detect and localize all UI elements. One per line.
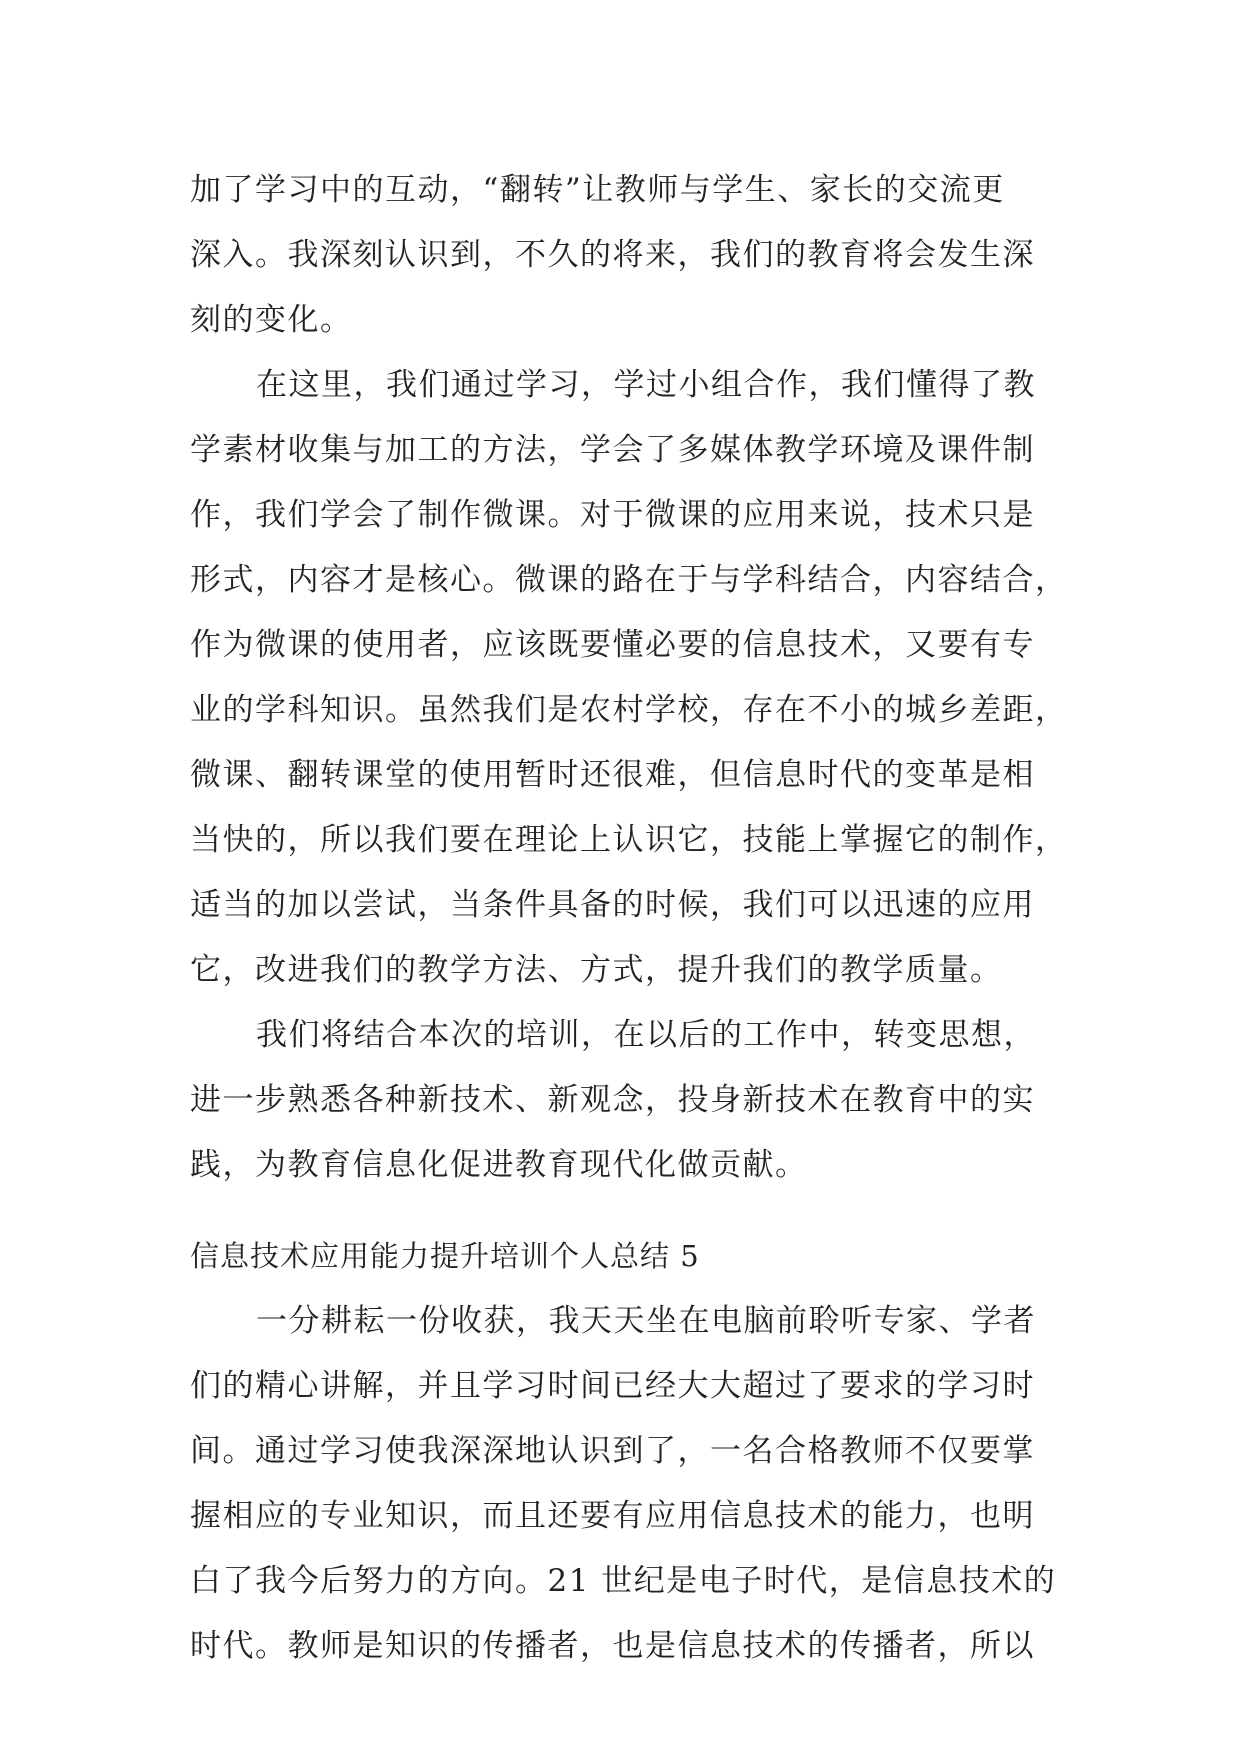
text-line: 加了学习中的互动，“翻转”让教师与学生、家长的交流更 (190, 172, 1005, 208)
text-line: 间。通过学习使我深深地认识到了，一名合格教师不仅要掌 (190, 1433, 1035, 1469)
text-line: 它，改进我们的教学方法、方式，提升我们的教学质量。 (190, 952, 1003, 988)
text-line: 刻的变化。 (190, 302, 353, 338)
text-line: 在这里，我们通过学习，学过小组合作，我们懂得了教 (256, 367, 1036, 403)
paragraph-conclusion (190, 1003, 1050, 1198)
text-line: 白了我今后努力的方向。21 世纪是电子时代，是信息技术的 (190, 1563, 1057, 1599)
text-line: 适当的加以尝试，当条件具备的时候，我们可以迅速的应用 (190, 887, 1035, 923)
text-line: 深入。我深刻认识到，不久的将来，我们的教育将会发生深 (190, 237, 1035, 273)
text-line: 当快的，所以我们要在理论上认识它，技能上掌握它的制作， (190, 822, 1068, 858)
text-line: 作，我们学会了制作微课。对于微课的应用来说，技术只是 (190, 497, 1035, 533)
text-line: 我们将结合本次的培训，在以后的工作中，转变思想， (256, 1017, 1036, 1053)
text-line: 一分耕耘一份收获，我天天坐在电脑前聆听专家、学者 (256, 1303, 1036, 1339)
text-line: 业的学科知识。虽然我们是农村学校，存在不小的城乡差距， (190, 692, 1068, 728)
text-line: 微课、翻转课堂的使用暂时还很难，但信息时代的变革是相 (190, 757, 1035, 793)
paragraph-continuation (190, 158, 1050, 353)
section-spacer (190, 1198, 1050, 1224)
paragraph-summary-5 (190, 1289, 1057, 1679)
text-line: 们的精心讲解，并且学习时间已经大大超过了要求的学习时 (190, 1368, 1035, 1404)
text-line: 进一步熟悉各种新技术、新观念，投身新技术在教育中的实 (190, 1082, 1035, 1118)
section-title: 信息技术应用能力提升培训个人总结 5 (190, 1239, 700, 1273)
text-line: 时代。教师是知识的传播者，也是信息技术的传播者，所以 (190, 1628, 1035, 1664)
text-line: 学素材收集与加工的方法，学会了多媒体教学环境及课件制 (190, 432, 1035, 468)
text-line: 形式，内容才是核心。微课的路在于与学科结合，内容结合， (190, 562, 1068, 598)
text-line: 作为微课的使用者，应该既要懂必要的信息技术，又要有专 (190, 627, 1035, 663)
text-line: 践，为教育信息化促进教育现代化做贡献。 (190, 1147, 808, 1183)
text-line: 握相应的专业知识，而且还要有应用信息技术的能力，也明 (190, 1498, 1035, 1534)
paragraph-learning (190, 353, 1068, 1003)
document-body (190, 158, 1068, 1679)
